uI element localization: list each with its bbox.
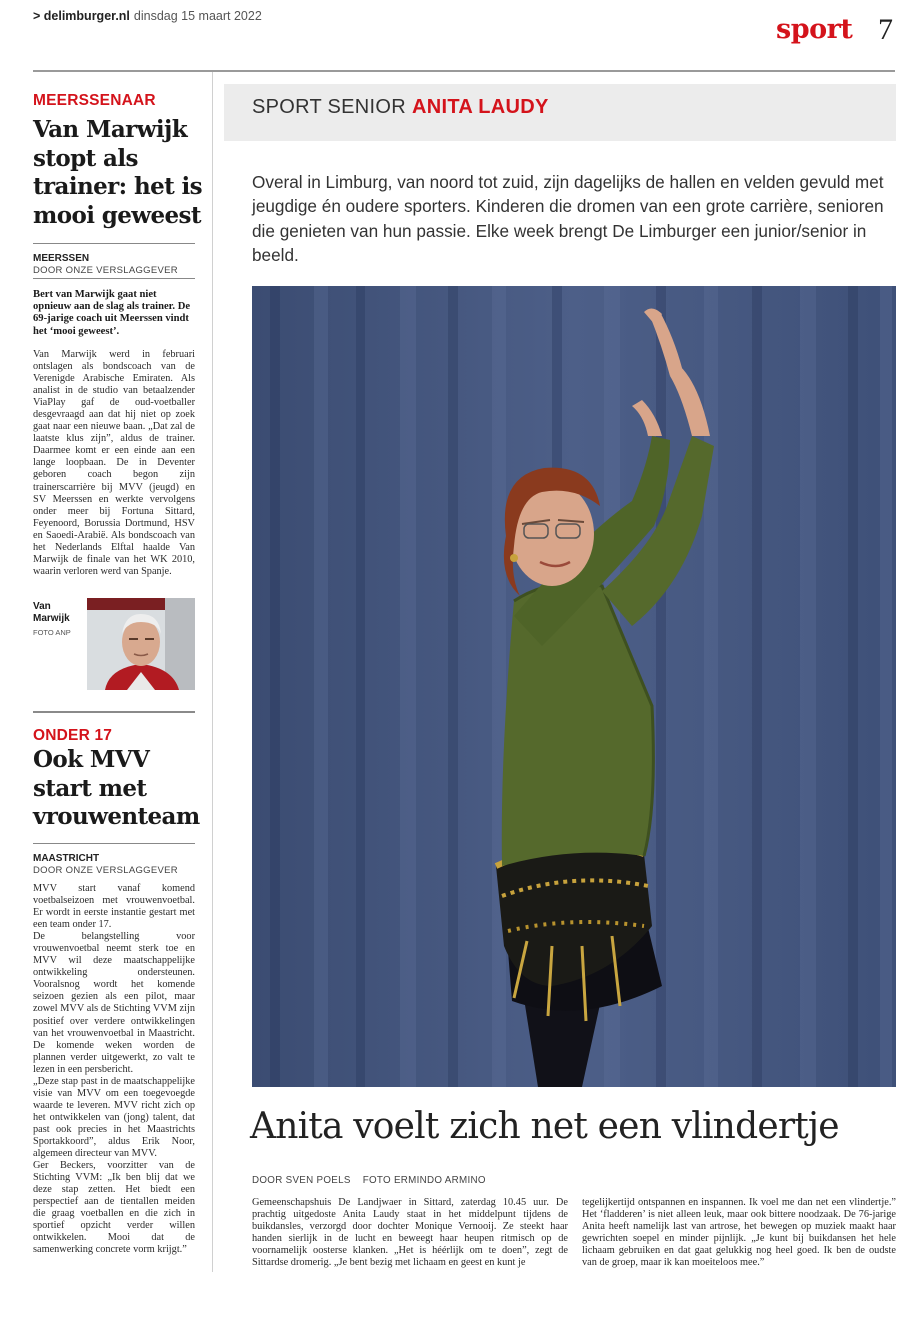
feature-credits xyxy=(252,1175,498,1186)
feature-band-name: ANITA LAUDY xyxy=(412,96,549,118)
article1-byline: DOOR ONZE VERSLAGGEVER xyxy=(33,265,178,276)
article2-headline[interactable]: Ook MVV start met vrouwenteam xyxy=(33,746,200,830)
article2-byline: DOOR ONZE VERSLAGGEVER xyxy=(33,865,178,876)
article2-top-rule xyxy=(33,711,195,713)
page-number: 7 xyxy=(878,13,893,46)
feature-intro: Overal in Limburg, van noord tot zuid, zijn dagelijks de hallen en velden gevuld met jeugdige én oudere sporters. Kinderen die dromen van een grote carrière, senioren die genieten van hun passie. Elke week brengt De Limburger een junior/senior in beeld. xyxy=(252,172,884,265)
article2-paragraph: De belangstelling voor vrouwenvoetbal neemt sterk toe en MVV wil deze maatschappelijke ontwikkeling ondersteunen. Vooralsnog wordt het komende seizoen gezien als een pilot, maar zowel MVV als de Stichting VVM zijn positief over verdere ontwikkelingen van het vrouwenvoetbal in Maastricht. De komende weken worden de plannen verder uitgewerkt, zo valt te lezen in een persbericht. xyxy=(33,931,195,1075)
header-rule xyxy=(33,70,895,72)
site-url[interactable] xyxy=(33,9,262,23)
article1-body: Van Marwijk werd in februari ontslagen als bondscoach van de Verenigde Arabische Emiraten. Als analist in de studio van betaalzender ViaPlay gaf de oud-voetballer desgevraagd aan dat hij niet op zoek gaat naar een nieuwe baan. „Dat zal de laatste klus zijn”, aldus de trainer. Daarmee komt er een einde aan een lange loopbaan. De in Deventer geboren coach begon zijn trainerscarrière bij MVV (jeugd) en SV Meerssen en werkte vervolgens onder meer bij Fortuna Sittard, Feyenoord, Borussia Dortmund, HSV en Saoedi-Arabië. Als bondscoach van het Nederlands Elftal haalde Van Marwijk de finale van het WK 2010, waarin verloren werd van Spanje. xyxy=(33,349,195,577)
dancer-illustration xyxy=(252,286,896,1087)
article1-byline-rule xyxy=(33,278,195,279)
feature-band-heading xyxy=(252,96,549,119)
site-name: > delimburger.nl xyxy=(33,9,130,23)
feature-body-column-2: tegelijkertijd ontspannen en inspannen. Ik voel me dan net een vlindertje.” Het ‘fladderen’ is niet alleen leuk, maar ook bittere noodzaak. De 76-jarige Anita heeft namelijk last van artrose, het bewegen op muziek maakt haar gewrichten soepel en minder pijnlijk. „Je kunt bij buikdansen het hele lichaam gebruiken en dat gaat gelukkig nog heel goed. Ik ben de oudste van de groep, maar ik kan moeiteloos mee.” xyxy=(582,1197,896,1269)
feature-photo xyxy=(252,286,896,1087)
article2-rule xyxy=(33,843,195,844)
feature-title[interactable]: Anita voelt zich net een vlindertje xyxy=(250,1106,839,1147)
photo-caption-credit: FOTO ANP xyxy=(33,628,71,637)
article2-dateline: MAASTRICHT xyxy=(33,853,100,864)
article2-paragraph: Ger Beckers, voorzitter van de Stichting VVM: „Ik ben blij dat we deze stap zetten. Het biedt een perspectief aan de tientallen meiden die graag voetballen en die zich in sportief opzicht verder willen ontwikkelen. Mooi dat de samenwerking concrete vorm krijgt.” xyxy=(33,1160,195,1256)
portrait-photo xyxy=(87,598,195,690)
article1-rule xyxy=(33,243,195,244)
article1-headline[interactable]: Van Marwijk stopt als trainer: het is mooi geweest xyxy=(33,116,203,229)
article1-dateline: MEERSSEN xyxy=(33,253,90,264)
section-title: sport xyxy=(776,14,853,45)
feature-author: DOOR SVEN POELS xyxy=(252,1175,351,1186)
photo-caption-name: Van Marwijk xyxy=(33,601,70,624)
feature-photographer: FOTO ERMINDO ARMINO xyxy=(362,1175,486,1186)
article2-body xyxy=(33,883,195,1256)
column-divider xyxy=(212,72,213,1272)
article1-lead: Bert van Marwijk gaat niet opnieuw aan de slag als trainer. De 69-jarige coach uit Meerssen vindt het ‘mooi geweest’. xyxy=(33,289,191,337)
article2-paragraph: „Deze stap past in de maatschappelijke visie van MVV om een toegevoegde waarde te leveren. MVV richt zich op het ontwikkelen van (jong) talent, dat past ook precies in het Maastrichts Sportakkoord”, aldus Erik Noor, algemeen directeur van MVV. xyxy=(33,1075,195,1160)
feature-band-label: SPORT SENIOR xyxy=(252,96,407,118)
portrait-illustration xyxy=(87,598,195,690)
article1-kicker: MEERSSENAAR xyxy=(33,92,156,109)
feature-body-column-1: Gemeenschapshuis De Landjwaer in Sittard, zaterdag 10.45 uur. De prachtig uitgedoste Anita Laudy staat in het middelpunt tijdens de buikdansles, verzorgd door dochter Monique Vernooij. Ze steekt haar handen sierlijk in de lucht en beweegt haar heupen ritmisch op de voornamelijk oosterse klanken. „Het is héérlijk om te doen”, zegt de Sittardse dromerig. „Je bent bezig met lichaam en geest en kunt je xyxy=(252,1197,568,1269)
article2-paragraph: MVV start vanaf komend voetbalseizoen met vrouwenvoetbal. Er wordt in eerste instantie gestart met een team onder 17. xyxy=(33,883,195,931)
article2-kicker: ONDER 17 xyxy=(33,727,113,744)
issue-date: dinsdag 15 maart 2022 xyxy=(133,9,262,23)
